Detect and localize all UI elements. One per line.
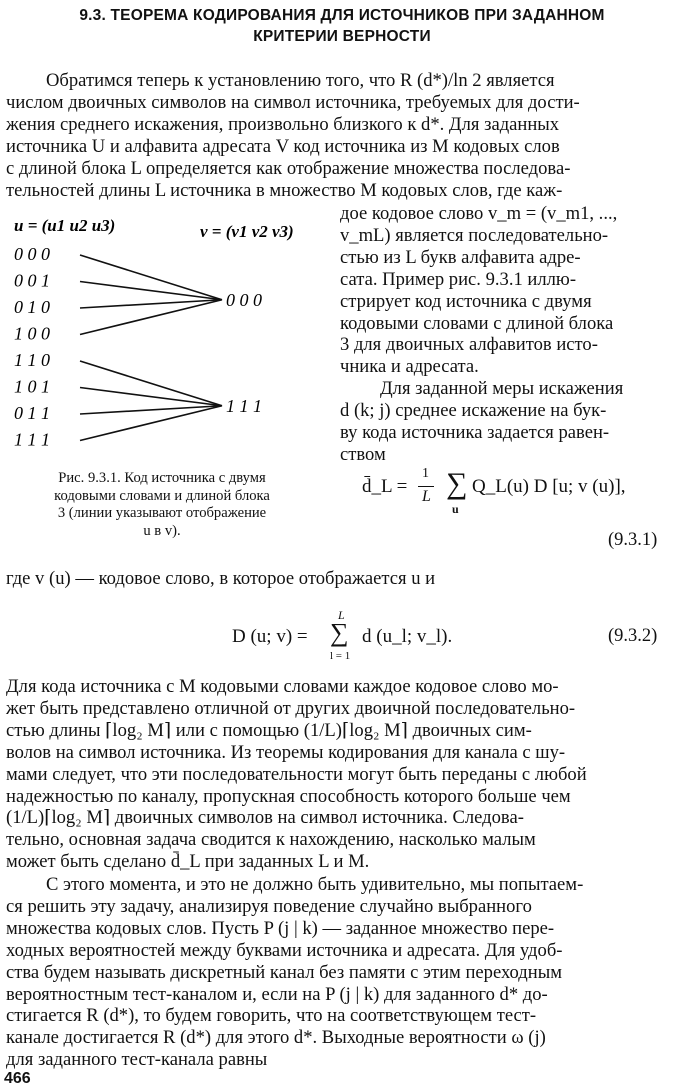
text-line: ся решить эту задачу, анализируя поведение случайно выбранного bbox=[6, 895, 532, 917]
text-line: стигается R (d*), то будем говорить, что на соответствующем тест- bbox=[6, 1005, 537, 1027]
text-line: канале достигается R (d*) для этого d*. Выходные вероятности ω (j) bbox=[6, 1027, 546, 1049]
caption-line: кодовыми словами и длиной блока bbox=[54, 487, 270, 504]
source-words bbox=[14, 244, 50, 450]
mapping-line bbox=[80, 406, 222, 441]
text-line: v_mL) является последовательно- bbox=[340, 224, 609, 246]
text-line: ством bbox=[340, 443, 386, 465]
caption-line: 3 (линии указывают отображение bbox=[57, 505, 267, 522]
text-line: жения среднего искажения, произвольно близкого к d*. Для заданных bbox=[6, 113, 560, 135]
equation-number-9-3-1: (9.3.1) bbox=[608, 530, 658, 550]
source-word: 0 1 1 bbox=[14, 403, 50, 423]
eq1-sum-sign: ∑ bbox=[446, 467, 468, 500]
eq2-sum-bottom: l = 1 bbox=[330, 650, 351, 662]
source-word: 1 0 1 bbox=[14, 376, 50, 397]
heading-line-2: КРИТЕРИИ ВЕРНОСТИ bbox=[253, 28, 431, 45]
text-line: мами следует, что эти последовательности могут быть переданы с любой bbox=[6, 763, 587, 785]
figure-left-header: u = (u1 u2 u3) bbox=[14, 216, 116, 235]
mapping-line bbox=[80, 300, 222, 308]
text-line: вероятностным тест-каналом и, если на P (j | k) для заданного d* до- bbox=[6, 983, 548, 1005]
paragraph-3 bbox=[6, 874, 670, 1071]
source-word: 0 0 0 bbox=[14, 244, 50, 264]
eq2-lhs: D (u; v) = bbox=[232, 626, 308, 647]
source-word: 1 1 1 bbox=[14, 429, 50, 450]
text-line: ства будем называть дискретный канал без памяти с этим переходным bbox=[6, 961, 562, 983]
mapping-line bbox=[80, 406, 222, 414]
mapping-line bbox=[80, 255, 222, 300]
figure-9-3-1 bbox=[0, 213, 330, 463]
text-line: тельностей длины L источника в множество M кодовых слов, где каж- bbox=[6, 179, 563, 201]
equation-9-3-1 bbox=[362, 462, 682, 532]
right-column-text bbox=[340, 203, 670, 466]
eq2-sum-sign: ∑ bbox=[330, 618, 349, 647]
text-line: с длиной блока L определяется как отображение множества последова- bbox=[6, 157, 571, 179]
text-line: может быть сделано d̄_L при заданных L и M. bbox=[6, 851, 370, 873]
equation-9-3-2 bbox=[232, 608, 492, 668]
text-line: сата. Пример рис. 9.3.1 иллю- bbox=[340, 268, 577, 290]
mapping-line bbox=[80, 361, 222, 406]
paragraph-2 bbox=[6, 676, 670, 873]
text-line: 3 для двоичных алфавитов исто- bbox=[340, 334, 598, 356]
text-line: (1/L)⌈log₂ M⌉ двоичных символов на символ источника. Следова- bbox=[6, 807, 524, 829]
eq1-frac-bar bbox=[418, 486, 434, 487]
figure-caption bbox=[6, 470, 318, 540]
section-heading bbox=[0, 5, 684, 47]
text-line: ву кода источника задается равен- bbox=[340, 422, 610, 444]
text-line: Обратимся теперь к установлению того, что R (d*)/ln 2 является bbox=[46, 70, 555, 91]
equation-number-9-3-2: (9.3.2) bbox=[608, 626, 658, 646]
eq2-rhs: d (u_l; v_l). bbox=[362, 626, 453, 647]
text-line: для заданного тест-канала равны bbox=[6, 1049, 268, 1071]
eq1-frac-num: 1 bbox=[422, 466, 429, 481]
text-line: стью из L букв алфавита адре- bbox=[340, 246, 581, 268]
text-line: дое кодовое слово v_m = (v_m1, ..., bbox=[340, 203, 618, 224]
between-text bbox=[6, 568, 670, 590]
text-line: тельно, основная задача сводится к нахождению, насколько малым bbox=[6, 829, 536, 851]
heading-line-1: 9.3. ТЕОРЕМА КОДИРОВАНИЯ ДЛЯ ИСТОЧНИКОВ ПРИ ЗАДАННОМ bbox=[79, 7, 605, 24]
text-line: кодовыми словами с длиной блока bbox=[340, 312, 614, 334]
eq1-rhs: Q_L(u) D [u; v (u)], bbox=[472, 476, 626, 497]
text-line: множества кодовых слов. Пусть P (j | k) — заданное множество пере- bbox=[6, 917, 555, 939]
source-word: 0 0 1 bbox=[14, 270, 50, 291]
source-word: 0 1 0 bbox=[14, 297, 50, 317]
figure-right-header: v = (v1 v2 v3) bbox=[200, 222, 294, 241]
code-words bbox=[226, 290, 262, 416]
text-line: Для заданной меры искажения bbox=[380, 378, 624, 400]
text-line: волов на символ источника. Из теоремы кодирования для канала с шу- bbox=[6, 741, 566, 763]
mapping-line bbox=[80, 300, 222, 335]
text-line: d (k; j) среднее искажение на бук- bbox=[340, 400, 607, 422]
intro-paragraph bbox=[6, 70, 670, 201]
text-line: источника U и алфавита адресата V код источника из M кодовых слов bbox=[6, 135, 560, 157]
eq1-sum-sub: u bbox=[452, 502, 459, 516]
source-word: 1 0 0 bbox=[14, 323, 50, 344]
mapping-line bbox=[80, 388, 222, 406]
text-line: стью длины ⌈log₂ M⌉ или с помощью (1/L)⌈log₂ M⌉ двоичных сим- bbox=[6, 719, 532, 741]
code-word: 0 0 0 bbox=[226, 289, 262, 310]
text-line: ходных вероятностей между буквами источника и адресата. Для удоб- bbox=[6, 939, 563, 961]
page-number: 466 bbox=[4, 1070, 31, 1087]
caption-line: u в v). bbox=[143, 522, 181, 539]
text-line: надежностью по каналу, пропускная способность которого больше чем bbox=[6, 785, 571, 807]
caption-line: Рис. 9.3.1. Код источника с двумя bbox=[58, 470, 266, 486]
text-line: Для кода источника с M кодовыми словами каждое кодовое слово мо- bbox=[6, 676, 559, 697]
eq2-sum-top: L bbox=[338, 608, 345, 622]
text-line: чника и адресата. bbox=[340, 356, 479, 378]
text-line: стрирует код источника с двумя bbox=[340, 290, 592, 312]
text-line: жет быть представлено отличной от других двоичной последовательно- bbox=[6, 697, 576, 719]
eq1-lhs: d̄_L = bbox=[362, 476, 408, 497]
mapping-lines bbox=[80, 255, 222, 441]
text-line: где v (u) — кодовое слово, в которое отображается u и bbox=[6, 568, 436, 589]
text-line: С этого момента, и это не должно быть удивительно, мы попытаем- bbox=[46, 874, 584, 895]
code-word: 1 1 1 bbox=[226, 395, 262, 416]
source-word: 1 1 0 bbox=[14, 350, 50, 370]
mapping-line bbox=[80, 282, 222, 300]
text-line: числом двоичных символов на символ источника, требуемых для дости- bbox=[6, 91, 580, 113]
eq1-frac-den: L bbox=[422, 488, 431, 505]
